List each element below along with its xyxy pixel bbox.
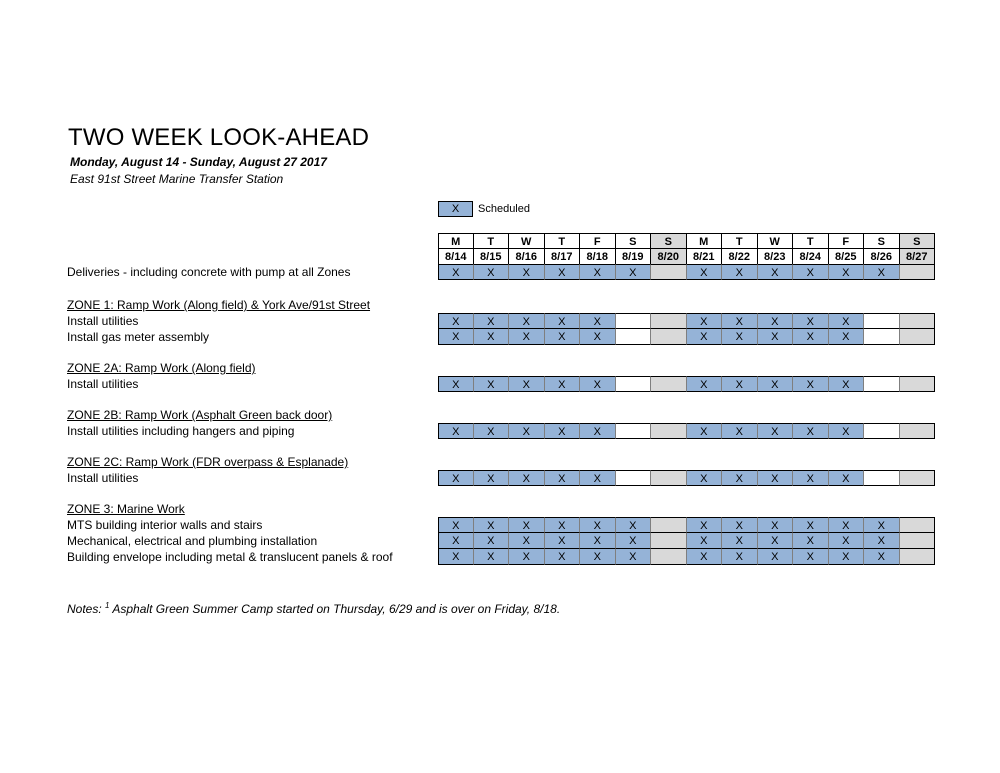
scheduled-cell: X (545, 423, 581, 439)
date-header: 8/23 (758, 249, 794, 265)
scheduled-cell: X (829, 533, 865, 549)
empty-cell (864, 470, 900, 486)
scheduled-cell: X (545, 376, 581, 392)
day-of-week-header: T (545, 233, 581, 249)
scheduled-cell: X (758, 313, 794, 329)
day-of-week-header: T (722, 233, 758, 249)
scheduled-cell: X (793, 264, 829, 280)
scheduled-cell: X (687, 376, 723, 392)
scheduled-cell: X (687, 313, 723, 329)
task-label: MTS building interior walls and stairs (67, 518, 263, 532)
empty-cell (900, 376, 936, 392)
scheduled-cell: X (616, 517, 652, 533)
scheduled-cell: X (793, 470, 829, 486)
scheduled-cell: X (509, 264, 545, 280)
scheduled-cell: X (438, 264, 474, 280)
scheduled-cell: X (545, 470, 581, 486)
scheduled-cell: X (687, 423, 723, 439)
scheduled-cell: X (580, 423, 616, 439)
scheduled-cell: X (509, 470, 545, 486)
scheduled-cell: X (793, 313, 829, 329)
day-of-week-header: M (438, 233, 474, 249)
scheduled-cell: X (829, 376, 865, 392)
scheduled-cell: X (438, 517, 474, 533)
scheduled-cell: X (793, 329, 829, 345)
legend-label: Scheduled (478, 203, 530, 215)
date-header: 8/22 (722, 249, 758, 265)
empty-cell (900, 329, 936, 345)
date-header: 8/17 (545, 249, 581, 265)
task-label: Install utilities (67, 471, 139, 485)
empty-cell (900, 517, 936, 533)
day-of-week-header: S (651, 233, 687, 249)
date-header: 8/14 (438, 249, 474, 265)
scheduled-cell: X (580, 470, 616, 486)
empty-cell (616, 376, 652, 392)
scheduled-cell: X (616, 533, 652, 549)
scheduled-cell: X (474, 549, 510, 565)
scheduled-cell: X (580, 329, 616, 345)
scheduled-cell: X (758, 470, 794, 486)
empty-cell (616, 470, 652, 486)
empty-cell (900, 264, 936, 280)
day-of-week-header: W (758, 233, 794, 249)
scheduled-cell: X (793, 549, 829, 565)
scheduled-cell: X (758, 264, 794, 280)
scheduled-cell: X (545, 329, 581, 345)
scheduled-cell: X (758, 329, 794, 345)
zone-heading: ZONE 2C: Ramp Work (FDR overpass & Esplanade) (67, 455, 349, 469)
empty-cell (864, 329, 900, 345)
day-of-week-header: T (793, 233, 829, 249)
scheduled-cell: X (722, 376, 758, 392)
scheduled-cell: X (438, 423, 474, 439)
scheduled-cell: X (580, 517, 616, 533)
day-of-week-header: S (900, 233, 936, 249)
notes-text: Asphalt Green Summer Camp started on Thursday, 6/29 and is over on Friday, 8/18. (112, 602, 561, 616)
day-of-week-header: S (864, 233, 900, 249)
empty-cell (651, 470, 687, 486)
scheduled-cell: X (758, 549, 794, 565)
scheduled-cell: X (829, 329, 865, 345)
scheduled-cell: X (474, 470, 510, 486)
day-of-week-header: S (616, 233, 652, 249)
task-label: Install gas meter assembly (67, 330, 210, 344)
date-header: 8/20 (651, 249, 687, 265)
date-header: 8/18 (580, 249, 616, 265)
empty-cell (651, 329, 687, 345)
empty-cell (651, 376, 687, 392)
scheduled-cell: X (687, 329, 723, 345)
scheduled-cell: X (687, 517, 723, 533)
legend-swatch: X (438, 201, 473, 217)
scheduled-cell: X (616, 549, 652, 565)
empty-cell (651, 313, 687, 329)
task-label: Install utilities (67, 314, 139, 328)
day-of-week-header: F (580, 233, 616, 249)
day-of-week-header: W (509, 233, 545, 249)
scheduled-cell: X (545, 533, 581, 549)
date-header: 8/19 (616, 249, 652, 265)
scheduled-cell: X (509, 329, 545, 345)
empty-cell (900, 470, 936, 486)
scheduled-cell: X (580, 264, 616, 280)
empty-cell (864, 313, 900, 329)
scheduled-cell: X (722, 533, 758, 549)
scheduled-cell: X (580, 533, 616, 549)
scheduled-cell: X (580, 313, 616, 329)
task-label: Mechanical, electrical and plumbing installation (67, 534, 318, 548)
scheduled-cell: X (474, 376, 510, 392)
date-header: 8/15 (474, 249, 510, 265)
scheduled-cell: X (829, 549, 865, 565)
scheduled-cell: X (474, 313, 510, 329)
scheduled-cell: X (474, 423, 510, 439)
empty-cell (864, 423, 900, 439)
scheduled-cell: X (722, 517, 758, 533)
day-of-week-header: M (687, 233, 723, 249)
date-range: Monday, August 14 - Sunday, August 27 2017 (70, 155, 327, 169)
day-of-week-header: F (829, 233, 865, 249)
scheduled-cell: X (722, 329, 758, 345)
scheduled-cell: X (545, 264, 581, 280)
scheduled-cell: X (864, 264, 900, 280)
scheduled-cell: X (722, 470, 758, 486)
scheduled-cell: X (758, 533, 794, 549)
empty-cell (900, 533, 936, 549)
date-header: 8/26 (864, 249, 900, 265)
scheduled-cell: X (474, 517, 510, 533)
scheduled-cell: X (829, 264, 865, 280)
scheduled-cell: X (438, 533, 474, 549)
empty-cell (616, 313, 652, 329)
project-location: East 91st Street Marine Transfer Station (70, 172, 284, 186)
notes (67, 601, 560, 616)
notes-prefix: Notes: (67, 602, 102, 616)
zone-heading: ZONE 2B: Ramp Work (Asphalt Green back door) (67, 408, 333, 422)
scheduled-cell: X (509, 376, 545, 392)
date-header: 8/24 (793, 249, 829, 265)
task-label: Install utilities including hangers and piping (67, 424, 295, 438)
scheduled-cell: X (474, 329, 510, 345)
scheduled-cell: X (438, 376, 474, 392)
scheduled-cell: X (687, 533, 723, 549)
page-title: TWO WEEK LOOK-AHEAD (68, 124, 370, 151)
empty-cell (616, 423, 652, 439)
task-label: Install utilities (67, 377, 139, 391)
scheduled-cell: X (545, 517, 581, 533)
scheduled-cell: X (793, 533, 829, 549)
empty-cell (651, 517, 687, 533)
scheduled-cell: X (545, 313, 581, 329)
footnote-marker: 1 (105, 601, 110, 610)
empty-cell (651, 549, 687, 565)
date-header: 8/27 (900, 249, 936, 265)
scheduled-cell: X (580, 549, 616, 565)
scheduled-cell: X (509, 313, 545, 329)
date-header: 8/21 (687, 249, 723, 265)
empty-cell (651, 264, 687, 280)
empty-cell (900, 423, 936, 439)
scheduled-cell: X (793, 376, 829, 392)
scheduled-cell: X (758, 376, 794, 392)
task-label: Building envelope including metal & translucent panels & roof (67, 550, 393, 564)
zone-heading: ZONE 1: Ramp Work (Along field) & York Ave/91st Street (67, 298, 371, 312)
empty-cell (864, 376, 900, 392)
scheduled-cell: X (580, 376, 616, 392)
scheduled-cell: X (722, 264, 758, 280)
scheduled-cell: X (438, 313, 474, 329)
scheduled-cell: X (758, 423, 794, 439)
date-header: 8/16 (509, 249, 545, 265)
empty-cell (651, 533, 687, 549)
scheduled-cell: X (438, 470, 474, 486)
scheduled-cell: X (793, 517, 829, 533)
scheduled-cell: X (509, 517, 545, 533)
scheduled-cell: X (545, 549, 581, 565)
day-of-week-header: T (474, 233, 510, 249)
scheduled-cell: X (474, 264, 510, 280)
empty-cell (900, 549, 936, 565)
scheduled-cell: X (687, 549, 723, 565)
scheduled-cell: X (616, 264, 652, 280)
scheduled-cell: X (864, 549, 900, 565)
scheduled-cell: X (687, 470, 723, 486)
scheduled-cell: X (864, 533, 900, 549)
zone-heading: ZONE 3: Marine Work (67, 502, 185, 516)
scheduled-cell: X (722, 423, 758, 439)
empty-cell (651, 423, 687, 439)
scheduled-cell: X (509, 423, 545, 439)
scheduled-cell: X (722, 313, 758, 329)
scheduled-cell: X (758, 517, 794, 533)
scheduled-cell: X (509, 533, 545, 549)
scheduled-cell: X (829, 423, 865, 439)
empty-cell (900, 313, 936, 329)
scheduled-cell: X (829, 470, 865, 486)
empty-cell (616, 329, 652, 345)
scheduled-cell: X (687, 264, 723, 280)
date-header: 8/25 (829, 249, 865, 265)
scheduled-cell: X (438, 329, 474, 345)
scheduled-cell: X (829, 313, 865, 329)
zone-heading: ZONE 2A: Ramp Work (Along field) (67, 361, 256, 375)
task-label: Deliveries - including concrete with pump at all Zones (67, 265, 351, 279)
scheduled-cell: X (793, 423, 829, 439)
scheduled-cell: X (722, 549, 758, 565)
scheduled-cell: X (509, 549, 545, 565)
scheduled-cell: X (864, 517, 900, 533)
scheduled-cell: X (474, 533, 510, 549)
scheduled-cell: X (829, 517, 865, 533)
scheduled-cell: X (438, 549, 474, 565)
